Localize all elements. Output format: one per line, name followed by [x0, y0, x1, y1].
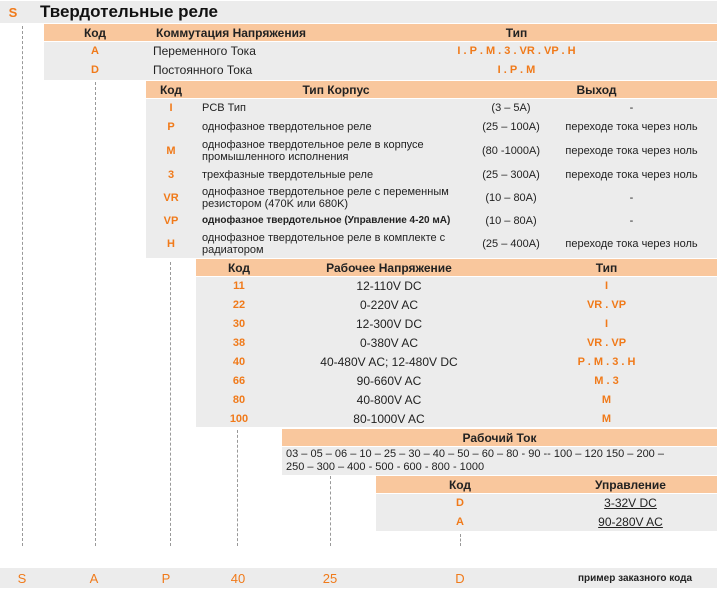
t3-voltage-80: 40-800V AC: [356, 393, 422, 407]
t5-header-control: Управление: [544, 476, 717, 493]
example-part-d: D: [455, 570, 465, 586]
t3-voltage-22: 0-220V AC: [359, 298, 419, 312]
t1-type-a: I . P . M . 3 . VR . VP . H: [457, 45, 576, 57]
t5-code-a: A: [456, 516, 464, 528]
t2-header-output: Выход: [476, 81, 717, 98]
t2-range-vp: (10 – 80A): [485, 214, 537, 227]
guide-line-d: [460, 534, 462, 546]
t5-control-d-text: 3-32V DC: [604, 496, 657, 510]
t1-type-d: I . P . M: [497, 64, 536, 76]
t2-header-case: Тип Корпус: [196, 81, 476, 98]
t2-range-p: (25 – 100A): [482, 121, 540, 133]
t2-out-h: переходе тока через ноль: [565, 238, 698, 250]
t3-code-22: 22: [232, 299, 246, 311]
t1-header-code: Код: [44, 24, 146, 41]
t3-code-38: 38: [232, 337, 246, 349]
t3-type-66: M . 3: [594, 375, 619, 387]
t2-header-code: Код: [146, 81, 196, 98]
t4-currents-line1: 03 – 05 – 06 – 10 – 25 – 30 – 40 – 50 – 60 – 80 - 90 -- 100 – 120 150 – 200 –: [286, 448, 664, 460]
title-prefix: S: [8, 4, 18, 20]
t5-code-d: D: [456, 497, 464, 509]
t3-voltage-40: 40-480V AC; 12-480V DC: [320, 355, 458, 369]
t2-desc-vr: однофазное твердотельное реле с переменным резистором (470K или 680K): [202, 185, 449, 210]
example-part-a: A: [89, 570, 99, 586]
t2-out-vp: -: [629, 214, 634, 227]
t3-header-voltage: Рабочее Напряжение: [282, 259, 496, 276]
t2-code-p: P: [167, 121, 175, 133]
t3-header-code: Код: [196, 259, 282, 276]
t2-range-m: (80 -1000A): [481, 145, 541, 157]
t1-desc-a: Переменного Тока: [153, 44, 256, 58]
t2-out-m: переходе тока через ноль: [565, 145, 698, 157]
t3-code-100: 100: [229, 413, 249, 425]
t3-type-11: I: [604, 280, 609, 292]
t4-currents-line2: 250 – 300 – 400 - 500 - 600 - 800 - 1000: [286, 461, 485, 473]
example-part-s: S: [17, 570, 27, 586]
t5-header-code: Код: [376, 476, 544, 493]
t5-control-a: [544, 513, 717, 531]
guide-line-s: [22, 26, 24, 546]
t2-code-3: 3: [167, 168, 175, 181]
example-part-p: P: [161, 570, 171, 586]
example-part-40: 40: [230, 570, 246, 586]
t2-desc-i: PCB Тип: [202, 102, 247, 114]
t3-voltage-100: 80-1000V AC: [353, 412, 425, 426]
example-label: пример заказного кода: [577, 572, 693, 584]
t5-control-a-text: 90-280V AC: [598, 515, 663, 529]
t1-code-d: D: [91, 64, 99, 76]
guide-line-40: [237, 430, 239, 546]
t3-voltage-30: 12-300V DC: [355, 317, 423, 331]
t2-range-3: (25 – 300A): [482, 168, 540, 181]
t3-header-type: Тип: [496, 259, 717, 276]
t3-code-80: 80: [232, 394, 246, 406]
t3-voltage-66: 90-660V AC: [356, 374, 422, 388]
example-part-25: 25: [322, 570, 338, 586]
t2-desc-3: трехфазные твердотельные реле: [202, 168, 374, 181]
t2-out-p: переходе тока через ноль: [565, 121, 698, 133]
t3-type-30: I: [604, 318, 609, 330]
t2-out-vr: -: [629, 191, 634, 204]
t3-voltage-38: 0-380V AC: [359, 336, 419, 350]
guide-line-a: [95, 82, 97, 546]
t3-type-80: M: [601, 394, 612, 406]
t3-voltage-11: 12-110V DC: [356, 279, 422, 293]
t3-code-30: 30: [232, 318, 246, 330]
t5-control-d: [544, 494, 717, 512]
t2-out-3: переходе тока через ноль: [565, 168, 698, 181]
guide-line-25: [330, 476, 332, 546]
t1-header-switching: Коммутация Напряжения: [146, 24, 316, 41]
t1-code-a: A: [91, 45, 99, 57]
t2-code-vr: VR: [163, 191, 179, 204]
t2-range-i: (3 – 5A): [491, 102, 531, 114]
t2-code-i: I: [169, 102, 173, 114]
t3-code-66: 66: [232, 375, 246, 387]
t3-type-100: M: [601, 413, 612, 425]
t2-out-i: -: [629, 102, 634, 114]
t1-desc-d: Постоянного Тока: [153, 63, 253, 77]
t3-type-40: P . M . 3 . H: [577, 356, 636, 368]
t2-desc-m: однофазное твердотельное реле в корпусе промышленного исполнения: [202, 139, 424, 163]
t2-desc-h: однофазное твердотельное реле в комплекте с радиатором: [202, 232, 446, 256]
t3-type-38: VR . VP: [586, 337, 627, 349]
t2-range-h: (25 – 400A): [482, 238, 540, 250]
page-title: Твердотельные реле: [40, 2, 218, 21]
t3-type-22: VR . VP: [586, 299, 627, 311]
t2-range-vr: (10 – 80A): [485, 191, 537, 204]
t2-desc-vp: однофазное твердотельное (Управление 4-20 мА): [202, 215, 451, 226]
t1-header-type: Тип: [316, 24, 717, 41]
t4-header-current: Рабочий Ток: [282, 429, 717, 446]
guide-line-p: [170, 262, 172, 546]
t3-code-11: 11: [233, 280, 245, 292]
t3-code-40: 40: [232, 356, 246, 368]
t2-code-m: M: [166, 145, 176, 157]
t2-code-vp: VP: [163, 214, 179, 227]
t2-desc-p: однофазное твердотельное реле: [202, 121, 372, 133]
t2-code-h: H: [167, 238, 175, 250]
